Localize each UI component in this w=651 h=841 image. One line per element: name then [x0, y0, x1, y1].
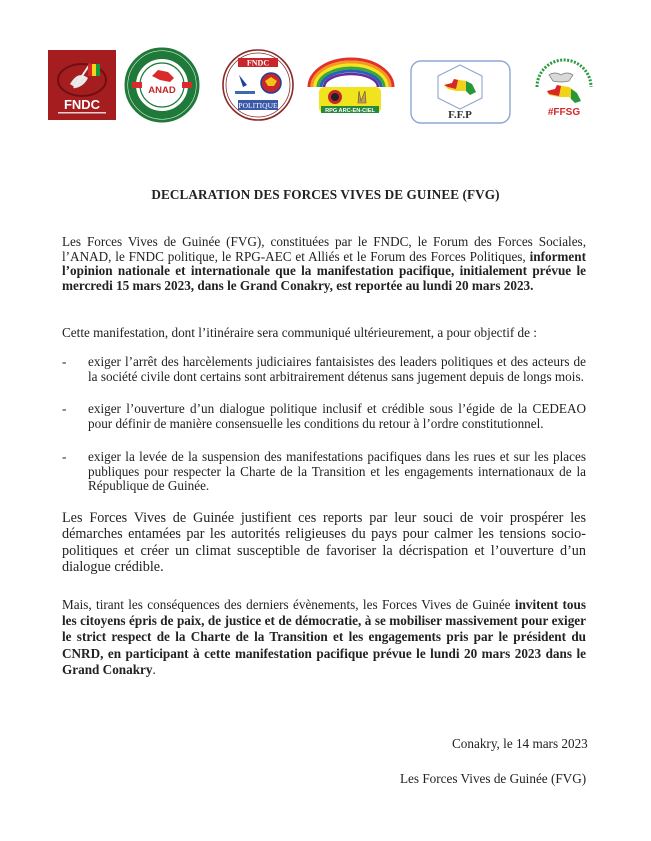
fndc-politique-logo: [221, 47, 295, 123]
rpg-arc-en-ciel-logo: [305, 57, 397, 119]
bullet-text: exiger la levée de la suspension des manifestations pacifiques dans les rues et sur les places publiques pour respecter la Charte de la Transition et les engagements internationaux de la République de Guinée.: [88, 449, 586, 494]
objective-intro: Cette manifestation, dont l’itinéraire sera communiqué ultérieurement, a pour objectif de :: [62, 325, 537, 340]
ffp-logo-text: F.F.P: [448, 109, 472, 121]
bullet-marker: -: [62, 354, 67, 369]
fndc-politique-top-text: FNDC: [246, 58, 270, 68]
fndc-logo-text: FNDC: [63, 97, 101, 112]
ffsg-logo: [527, 49, 601, 121]
bullet-marker: -: [62, 449, 67, 464]
signature: Les Forces Vives de Guinée (FVG): [400, 771, 587, 786]
justification-paragraph: Les Forces Vives de Guinée justifient ces reports par leur souci de voir prospérer les démarches entamées par les autorités religieuses du pays pour calmer les tensions socio-politiques et créer un climat susceptible de favoriser la décrispation et l’ouverture d’un dialogue crédible.: [62, 510, 586, 576]
fndc-logo: [48, 50, 116, 120]
anad-logo-text: ANAD: [148, 85, 176, 96]
call-paragraph: [62, 597, 586, 678]
anad-logo: [124, 46, 200, 124]
intro-bold-text: informent l’opinion nationale et internationale que la manifestation pacifique, initialement prévue le mercredi 15 mars 2023, dans le Grand Conakry, est reportée au lundi 20 mars 2023.: [62, 248, 586, 293]
document-title: DECLARATION DES FORCES VIVES DE GUINEE (FVG): [151, 187, 500, 202]
intro-paragraph: [62, 235, 586, 293]
call-end: .: [152, 661, 156, 677]
bullet-item: [62, 355, 586, 384]
place-date: Conakry, le 14 mars 2023: [452, 736, 588, 751]
ffsg-logo-text: #FFSG: [547, 107, 581, 118]
rpg-logo-text: RPG ARC-EN-CIEL: [325, 108, 375, 114]
bullet-item: [62, 450, 586, 494]
intro-text: Les Forces Vives de Guinée (FVG), constituées par le FNDC, le Forum des Forces Sociales, l’ANAD, le FNDC politique, le RPG-AEC et Alliés et le Forum des Forces Politiques,: [62, 234, 586, 264]
bullet-item: [62, 402, 586, 431]
call-text: Mais, tirant les conséquences des derniers évènements, les Forces Vives de Guinée: [62, 597, 515, 612]
logo-banner: [0, 0, 651, 140]
bullet-text: exiger l’ouverture d’un dialogue politique inclusif et crédible sous l’égide de la CEDEAO pour définir de manière consensuelle les conditions du retour à l’ordre constitutionnel.: [88, 401, 586, 431]
call-bold-text: invitent tous les citoyens épris de paix, de justice et de démocratie, à se mobiliser massivement pour exiger le strict respect de la Charte de la Transition et les engagements pris par le président du CNRD, en participant à cette manifestation pacifique prévue le lundi 20 mars 2023 dans le Grand Conakry: [62, 597, 586, 677]
fndc-politique-bottom-text: POLITIQUE: [238, 101, 278, 110]
bullet-marker: -: [62, 401, 67, 416]
ffp-logo: [410, 60, 511, 124]
bullet-text: exiger l’arrêt des harcèlements judiciaires fantaisistes des leaders politiques et des acteurs de la société civile dont certains sont arbitrairement détenus sans jugement depuis de longs mois.: [88, 354, 586, 384]
